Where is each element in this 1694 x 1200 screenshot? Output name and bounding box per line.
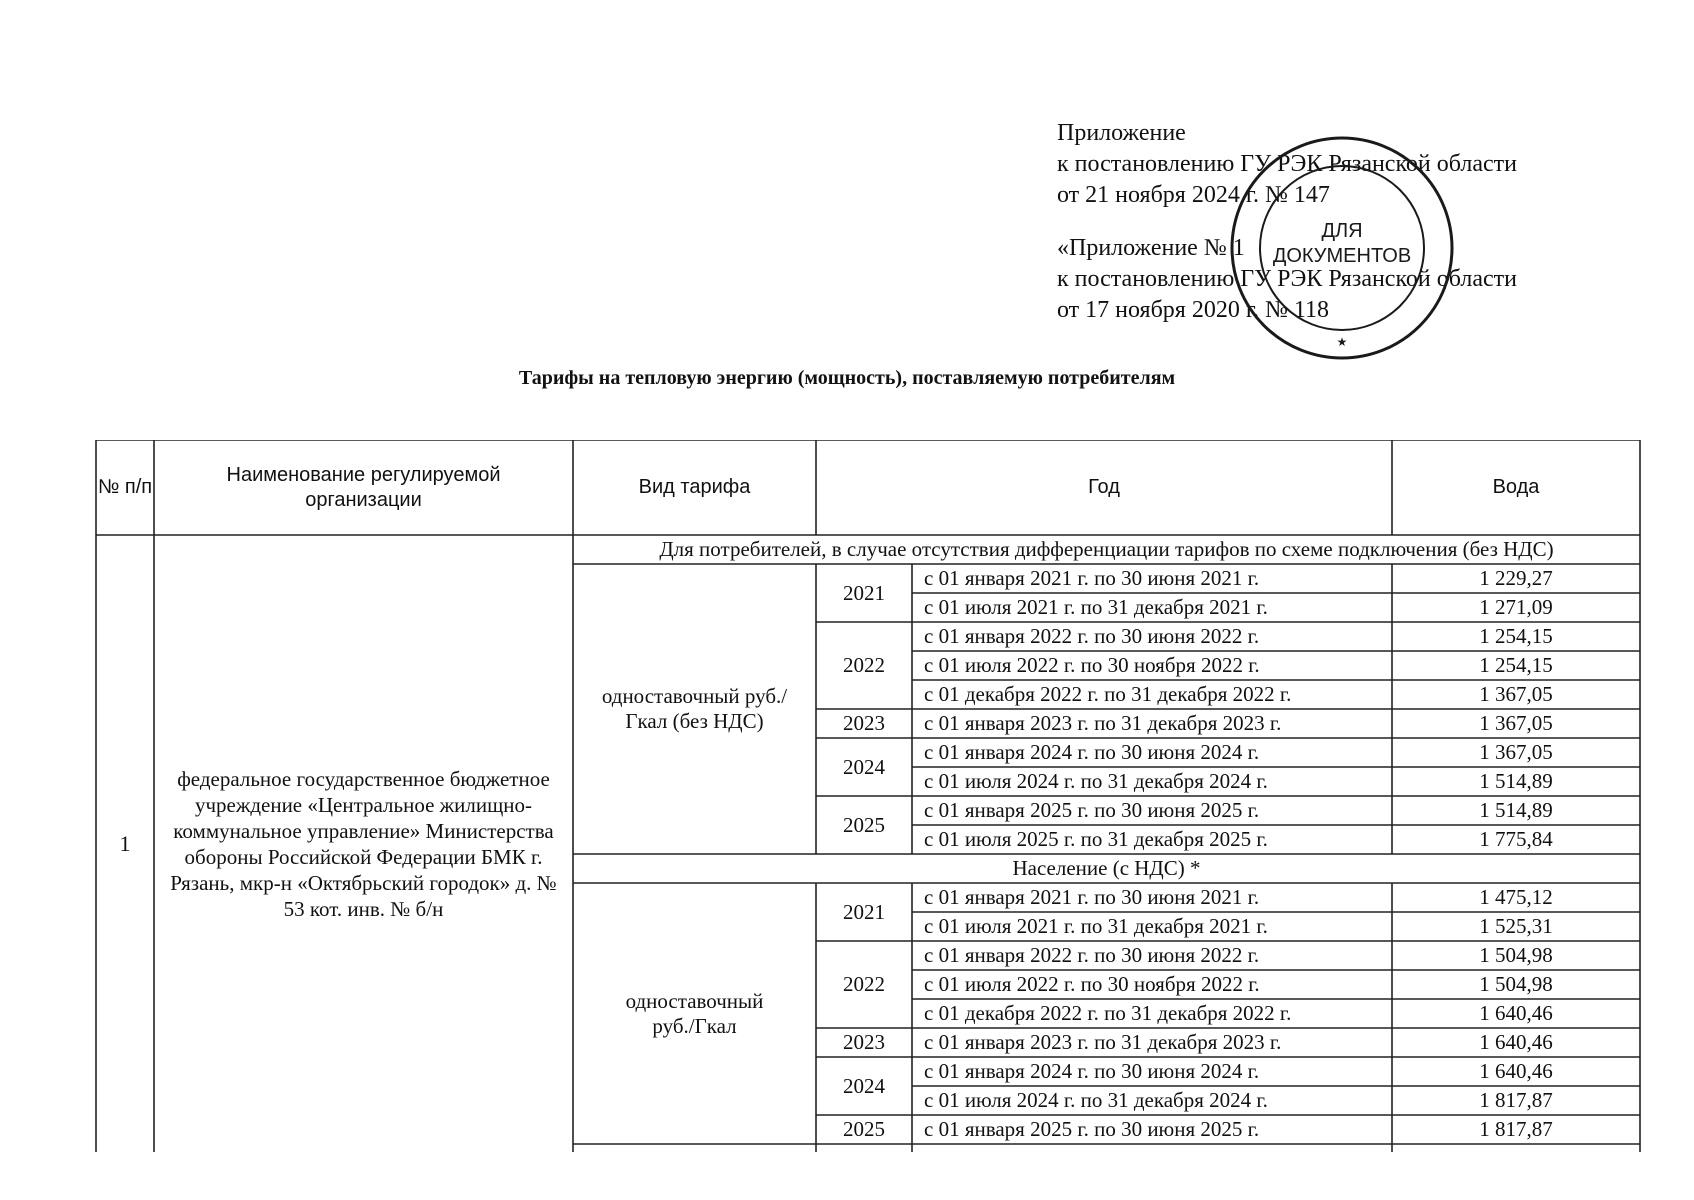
s1-year-2024: 2024 — [843, 754, 885, 779]
document-title: Тарифы на тепловую энергию (мощность), поставляемую потребителям — [518, 367, 1176, 389]
s1-year-2022: 2022 — [843, 653, 885, 677]
tariff-value-cell: 1 367,05 — [1479, 711, 1553, 735]
header-year: Год — [1088, 476, 1120, 498]
s2-year-2025: 2025 — [843, 1117, 885, 1141]
section1-tariff-type: одноставочный руб./Гкал (без НДС) — [601, 684, 788, 733]
tariff-value-cell: 1 640,46 — [1479, 1030, 1553, 1054]
s2-year-2023: 2023 — [843, 1030, 885, 1054]
period-cell: с 01 июля 2022 г. по 30 ноября 2022 г. — [924, 972, 1260, 996]
period-cell: с 01 января 2025 г. по 30 июня 2025 г. — [924, 798, 1260, 822]
tariff-value-cell: 1 504,98 — [1479, 943, 1553, 967]
period-cell: с 01 января 2021 г. по 30 июня 2021 г. — [924, 885, 1260, 909]
period-cell: с 01 декабря 2022 г. по 31 декабря 2022 г. — [924, 682, 1292, 706]
stamp-star-icon: ★ — [1336, 335, 1348, 349]
period-cell: с 01 января 2022 г. по 30 июня 2022 г. — [924, 624, 1260, 648]
tariff-value-cell: 1 229,27 — [1479, 566, 1553, 590]
period-cell: с 01 января 2023 г. по 31 декабря 2023 г. — [924, 1030, 1282, 1054]
s1-year-2025: 2025 — [843, 812, 885, 837]
row-number: 1 — [119, 831, 131, 856]
period-cell: с 01 января 2022 г. по 30 июня 2022 г. — [924, 943, 1260, 967]
header-line-3: от 21 ноября 2024 г. № 147 — [1057, 182, 1330, 208]
tariff-value-cell: 1 504,98 — [1479, 972, 1553, 996]
tariff-value-cell: 1 254,15 — [1479, 624, 1553, 648]
s2-year-2022: 2022 — [843, 972, 885, 996]
tariff-value-cell: 1 475,12 — [1479, 885, 1553, 909]
period-cell: с 01 июля 2025 г. по 31 декабря 2025 г. — [924, 827, 1268, 851]
header-line-2: к постановлению ГУ РЭК Рязанской области — [1057, 151, 1517, 177]
section2-tariff-type: одноставочный руб./Гкал — [625, 988, 764, 1038]
organization-name: федеральное государственное бюджетное учреждение «Центральное жилищно-коммунальное управление» Министерства обороны Российской Федерации БМК г. Рязань, мкр-н «Октябрьский городок» д. № 53 кот. инв. № б/н — [170, 766, 557, 921]
period-cell: с 01 января 2024 г. по 30 июня 2024 г. — [924, 740, 1260, 764]
period-cell: с 01 января 2023 г. по 31 декабря 2023 г. — [924, 711, 1282, 735]
tariff-value-cell: 1 640,46 — [1479, 1001, 1553, 1025]
tariff-value-cell: 1 817,87 — [1479, 1088, 1553, 1112]
header-line-1: Приложение — [1057, 120, 1186, 146]
period-cell: с 01 декабря 2022 г. по 31 декабря 2022 г. — [924, 1001, 1292, 1025]
header-type: Вид тарифа — [638, 476, 751, 498]
period-cell: с 01 января 2021 г. по 30 июня 2021 г. — [924, 566, 1260, 590]
section1-title: Для потребителей, в случае отсутствия дифференциации тарифов по схеме подключения (без НДС) — [659, 537, 1554, 561]
tariff-value-cell: 1 817,87 — [1479, 1117, 1553, 1141]
header-org: Наименование регулируемой организации — [226, 463, 501, 511]
header-num: № п/п — [97, 476, 153, 498]
period-cell: с 01 июля 2022 г. по 30 ноября 2022 г. — [924, 653, 1260, 677]
official-stamp — [1228, 134, 1456, 362]
s2-year-2024: 2024 — [843, 1073, 885, 1098]
period-cell: с 01 июля 2021 г. по 31 декабря 2021 г. — [924, 595, 1268, 619]
period-cell: с 01 января 2024 г. по 30 июня 2024 г. — [924, 1059, 1260, 1083]
header-line-6: от 17 ноября 2020 г. № 118 — [1057, 297, 1329, 323]
s1-year-2023: 2023 — [843, 711, 885, 735]
tariff-value-cell: 1 514,89 — [1479, 798, 1553, 822]
header-water: Вода — [1492, 476, 1540, 498]
stamp-text-top: ДЛЯ — [1321, 220, 1363, 242]
tariff-value-cell: 1 367,05 — [1479, 682, 1553, 706]
period-cell: с 01 июля 2024 г. по 31 декабря 2024 г. — [924, 769, 1268, 793]
period-cell: с 01 июля 2021 г. по 31 декабря 2021 г. — [924, 914, 1268, 938]
header-line-4: «Приложение № 1 — [1057, 235, 1245, 261]
tariff-value-cell: 1 525,31 — [1479, 914, 1553, 938]
period-cell: с 01 января 2025 г. по 30 июня 2025 г. — [924, 1117, 1260, 1141]
tariff-table — [95, 440, 1641, 1152]
s1-year-2021: 2021 — [843, 580, 885, 605]
period-cell: с 01 июля 2024 г. по 31 декабря 2024 г. — [924, 1088, 1268, 1112]
tariff-value-cell: 1 367,05 — [1479, 740, 1553, 764]
stamp-text-bottom: ДОКУМЕНТОВ — [1272, 245, 1412, 267]
tariff-value-cell: 1 640,46 — [1479, 1059, 1553, 1083]
section2-title: Население (с НДС) * — [1012, 856, 1201, 880]
tariff-value-cell: 1 775,84 — [1479, 827, 1553, 851]
s2-year-2021: 2021 — [843, 899, 885, 924]
tariff-value-cell: 1 271,09 — [1479, 595, 1553, 619]
tariff-value-cell: 1 514,89 — [1479, 769, 1553, 793]
header-line-5: к постановлению ГУ РЭК Рязанской области — [1057, 266, 1517, 292]
tariff-value-cell: 1 254,15 — [1479, 653, 1553, 677]
